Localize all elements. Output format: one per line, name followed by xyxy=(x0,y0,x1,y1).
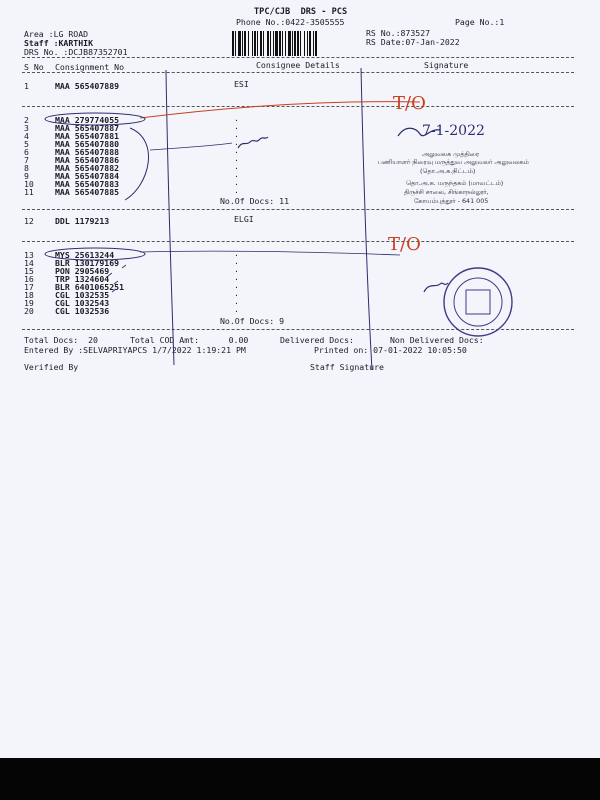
docs-count: No.Of Docs: 11 xyxy=(220,196,290,206)
printed-on: Printed on: 07-01-2022 10:05:50 xyxy=(314,345,467,355)
red-line xyxy=(140,102,420,118)
handwritten-to: T/O xyxy=(393,93,426,114)
col-sno: S No xyxy=(24,62,44,72)
stamp-line: தொ.அ.க. மருந்தகம் (மாவட்டம்) xyxy=(406,179,504,187)
row-consignment: MAA 565407885 xyxy=(55,187,120,197)
total-cod: Total COD Amt: 0.00 xyxy=(130,335,249,345)
row-consignment: CGL 1032535 xyxy=(55,290,110,300)
row-consignment: BLR 6401065251 xyxy=(55,282,125,292)
phone-number: Phone No.:0422-3505555 xyxy=(236,17,345,27)
row-consignment: DDL 1179213 xyxy=(55,216,110,226)
dot-column: . . . . . . . . xyxy=(234,248,239,314)
row-sno: 3 xyxy=(24,123,29,133)
row-sno: 15 xyxy=(24,266,34,276)
handwritten-date: 7-1-2022 xyxy=(422,123,485,139)
col-consignee: Consignee Details xyxy=(256,60,340,70)
row-sno: 11 xyxy=(24,187,34,197)
non-delivered-docs: Non Delivered Docs: xyxy=(390,335,484,345)
row-sno: 8 xyxy=(24,163,29,173)
row-consignment: MAA 565407881 xyxy=(55,131,120,141)
row-consignment: TRP 1324604 xyxy=(55,274,110,284)
row-sno: 1 xyxy=(24,81,29,91)
document-title: TPC/CJB DRS - PCS xyxy=(254,7,348,17)
delivered-docs: Delivered Docs: xyxy=(280,335,354,345)
row-consignment: MAA 565407888 xyxy=(55,147,120,157)
handwritten-to: T/O xyxy=(388,234,421,255)
scan-edge xyxy=(0,758,600,800)
stamp-line: கோயம்புத்தூர் - 641 005 xyxy=(414,197,489,205)
row-sno: 17 xyxy=(24,282,34,292)
row-consignment: MYS 25613244 xyxy=(55,250,115,260)
stamp-line: பணியாளர் நிரைவு மருத்துவ அலுவலர் அலுவலகம் xyxy=(378,158,529,166)
row-sno: 10 xyxy=(24,179,34,189)
staff-signature-label: Staff Signature xyxy=(310,362,384,372)
entered-by: Entered By :SELVAPRIYAPCS 1/7/2022 1:19:21 PM xyxy=(24,345,246,355)
row-consignment: CGL 1032536 xyxy=(55,306,110,316)
row-consignment: MAA 565407884 xyxy=(55,171,120,181)
row-sno: 7 xyxy=(24,155,29,165)
row-consignment: MAA 565407887 xyxy=(55,123,120,133)
bracket xyxy=(125,128,149,200)
col-consignment: Consignment No xyxy=(55,62,125,72)
rs-date: RS Date:07-Jan-2022 xyxy=(366,37,460,47)
row-consignment: MAA 565407882 xyxy=(55,163,120,173)
row-consignment: BLR 130179169 xyxy=(55,258,120,268)
pen-line-right xyxy=(361,68,372,370)
row-consignment: MAA 565407883 xyxy=(55,179,120,189)
row-sno: 2 xyxy=(24,115,29,125)
page-number: Page No.:1 xyxy=(455,17,505,27)
verified-by: Verified By xyxy=(24,362,79,372)
row-sno: 20 xyxy=(24,306,34,316)
rs-number: RS No.:873527 xyxy=(366,28,431,38)
row-sno: 14 xyxy=(24,258,34,268)
row-sno: 12 xyxy=(24,216,34,226)
row-sno: 13 xyxy=(24,250,34,260)
row-consignment: MAA 565407886 xyxy=(55,155,120,165)
total-docs: Total Docs: 20 xyxy=(24,335,98,345)
row-consignment: PON 2905469 xyxy=(55,266,110,276)
circle-row13 xyxy=(45,248,145,260)
drs-number: DRS No. :DCJB87352701 xyxy=(24,47,128,57)
dot-column: . . . . . . . . . . xyxy=(234,113,239,195)
row-sno: 19 xyxy=(24,298,34,308)
row-consignment: MAA 565407880 xyxy=(55,139,120,149)
col-signature: Signature xyxy=(424,60,469,70)
row-sno: 4 xyxy=(24,131,29,141)
docs-count: No.Of Docs: 9 xyxy=(220,316,285,326)
row-consignment: MAA 279774055 xyxy=(55,115,120,125)
row-sno: 6 xyxy=(24,147,29,157)
consignee-name: ELGI xyxy=(234,214,254,224)
area-label: Area :LG ROAD xyxy=(24,29,89,39)
stamp-line: அலுவலக முத்திரை xyxy=(422,150,480,158)
stamp-line: (தொ.அ.க.நிட்டம்) xyxy=(420,167,476,175)
signature-scribble xyxy=(238,137,268,148)
row-sno: 18 xyxy=(24,290,34,300)
row-sno: 16 xyxy=(24,274,34,284)
staff-label: Staff :KARTHIK xyxy=(24,38,94,48)
signature-scribble xyxy=(424,283,448,292)
stamp-line: திருச்சி சாலை, சிங்காநல்லூர், xyxy=(404,188,489,196)
circle-row2 xyxy=(45,113,145,125)
row-consignment: CGL 1032543 xyxy=(55,298,110,308)
row-sno: 5 xyxy=(24,139,29,149)
row-sno: 9 xyxy=(24,171,29,181)
row-consignment: MAA 565407889 xyxy=(55,81,120,91)
consignee-name: ESI xyxy=(234,79,249,89)
